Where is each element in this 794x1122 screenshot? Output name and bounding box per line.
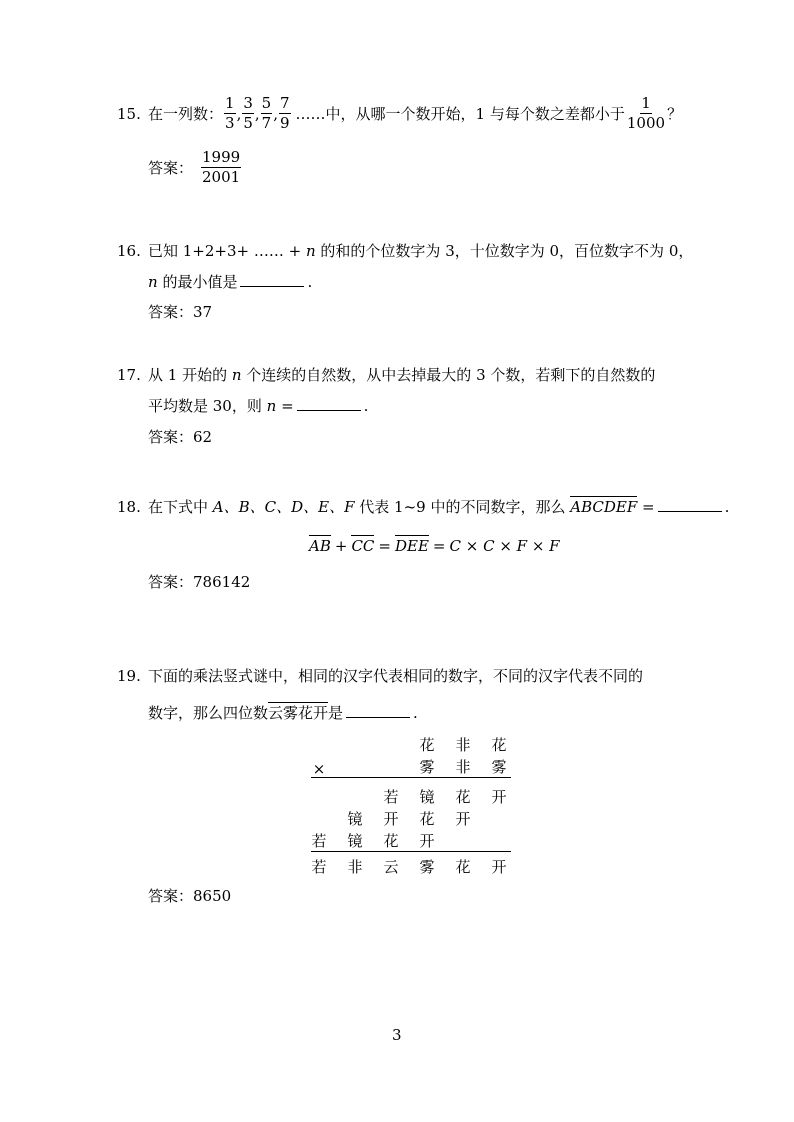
fraction: $\frac{7}{9}$ xyxy=(280,94,290,132)
puzzle-char: 花 xyxy=(419,810,435,828)
problem-19-line-2: 数字，那么四位数云雾花开是 . xyxy=(148,704,418,722)
puzzle-char: 花 xyxy=(455,858,471,876)
puzzle-char: 花 xyxy=(419,736,435,754)
answer-value: 62 xyxy=(193,428,213,446)
overline-number: ABCDEF xyxy=(570,498,638,516)
fraction: $\frac{1}{3}$ xyxy=(225,94,235,132)
problem-17-answer xyxy=(148,426,212,447)
times-symbol: × xyxy=(312,760,326,778)
problem-17-line-2: 平均数是 30，则 n = . xyxy=(148,397,369,415)
answer-fraction: $\frac{1999}{2001}$ xyxy=(202,148,241,186)
problem-text: 在一列数： xyxy=(148,105,224,123)
problem-15-line: 15. 在一列数： $\frac{1}{3}$ , $\frac{3}{5}$ , $\frac{5}{7}$ , $\frac{7}{9}$ ……中，从哪一个数开始，1 与每个数之差都小于 $\frac{1}{1000}$ ？ xyxy=(117,94,683,132)
problem-17-line-1: 17. 从 1 开始的 n 个连续的自然数，从中去掉最大的 3 个数，若剩下的自然数的 xyxy=(117,366,656,384)
problem-number: 16. xyxy=(117,242,141,260)
answer-label: 答案： xyxy=(148,303,194,321)
answer-label: 答案： xyxy=(148,573,194,591)
answer-value: 8650 xyxy=(193,887,232,905)
puzzle-char: 镜 xyxy=(419,788,435,806)
fraction: $\frac{3}{5}$ xyxy=(243,94,253,132)
problem-16-line-2: n 的最小值是 . xyxy=(148,273,313,291)
problem-16-answer xyxy=(148,301,212,322)
puzzle-char: 非 xyxy=(455,758,471,776)
answer-blank xyxy=(297,409,361,411)
puzzle-char: 开 xyxy=(491,788,507,806)
problem-19-line-1: 19. 下面的乘法竖式谜中，相同的汉字代表相同的数字，不同的汉字代表不同的 xyxy=(117,667,644,685)
puzzle-char: 若 xyxy=(383,788,399,806)
overline-number: 云雾花开 xyxy=(268,704,329,722)
puzzle-char: 开 xyxy=(383,810,399,828)
answer-blank xyxy=(240,285,304,287)
problem-number: 18. xyxy=(117,498,141,516)
problem-number: 19. xyxy=(117,667,141,685)
fraction-limit: $\frac{1}{1000}$ xyxy=(626,94,666,132)
rule-line xyxy=(311,777,511,778)
puzzle-char: 若 xyxy=(311,832,327,850)
puzzle-char: 雾 xyxy=(491,758,507,776)
puzzle-char: 镜 xyxy=(347,832,363,850)
answer-blank xyxy=(658,510,722,512)
puzzle-char: 若 xyxy=(311,858,327,876)
answer-value: 37 xyxy=(193,303,213,321)
puzzle-char: 雾 xyxy=(419,858,435,876)
page-number: 3 xyxy=(392,1026,402,1044)
puzzle-char: 开 xyxy=(419,832,435,850)
answer-label: 答案： xyxy=(148,159,194,177)
answer-label: 答案： xyxy=(148,887,194,905)
problem-number: 17. xyxy=(117,366,141,384)
puzzle-char: 云 xyxy=(383,858,399,876)
puzzle-char: 花 xyxy=(383,832,399,850)
problem-text: ……中，从哪一个数开始，1 与每个数之差都小于 xyxy=(295,105,625,123)
problem-text: ？ xyxy=(667,105,683,123)
answer-label: 答案： xyxy=(148,428,194,446)
problem-16-line-1: 16. 已知 1+2+3+ …… + n 的和的个位数字为 3，十位数字为 0，百位数字不为 0， xyxy=(117,242,694,260)
rule-line xyxy=(311,851,511,852)
puzzle-char: 花 xyxy=(455,788,471,806)
puzzle-char: 花 xyxy=(491,736,507,754)
puzzle-char: 非 xyxy=(347,858,363,876)
puzzle-char: 开 xyxy=(491,858,507,876)
puzzle-char: 开 xyxy=(455,810,471,828)
problem-19-answer xyxy=(148,885,231,906)
answer-value: 786142 xyxy=(193,573,251,591)
fraction: $\frac{5}{7}$ xyxy=(261,94,272,132)
puzzle-char: 雾 xyxy=(419,758,435,776)
puzzle-char: 镜 xyxy=(347,810,363,828)
problem-18-equation: AB + CC = DEE = C × C × F × F xyxy=(309,537,560,555)
problem-15-answer xyxy=(148,150,242,185)
problem-18-answer xyxy=(148,571,250,592)
problem-number: 15. xyxy=(117,104,141,123)
problem-18-line-1: 18. 在下式中 A、B、C、D、E、F 代表 1~9 中的不同数字，那么 ABCDEF = . xyxy=(117,498,730,516)
puzzle-char: 非 xyxy=(455,736,471,754)
answer-blank xyxy=(346,716,410,718)
